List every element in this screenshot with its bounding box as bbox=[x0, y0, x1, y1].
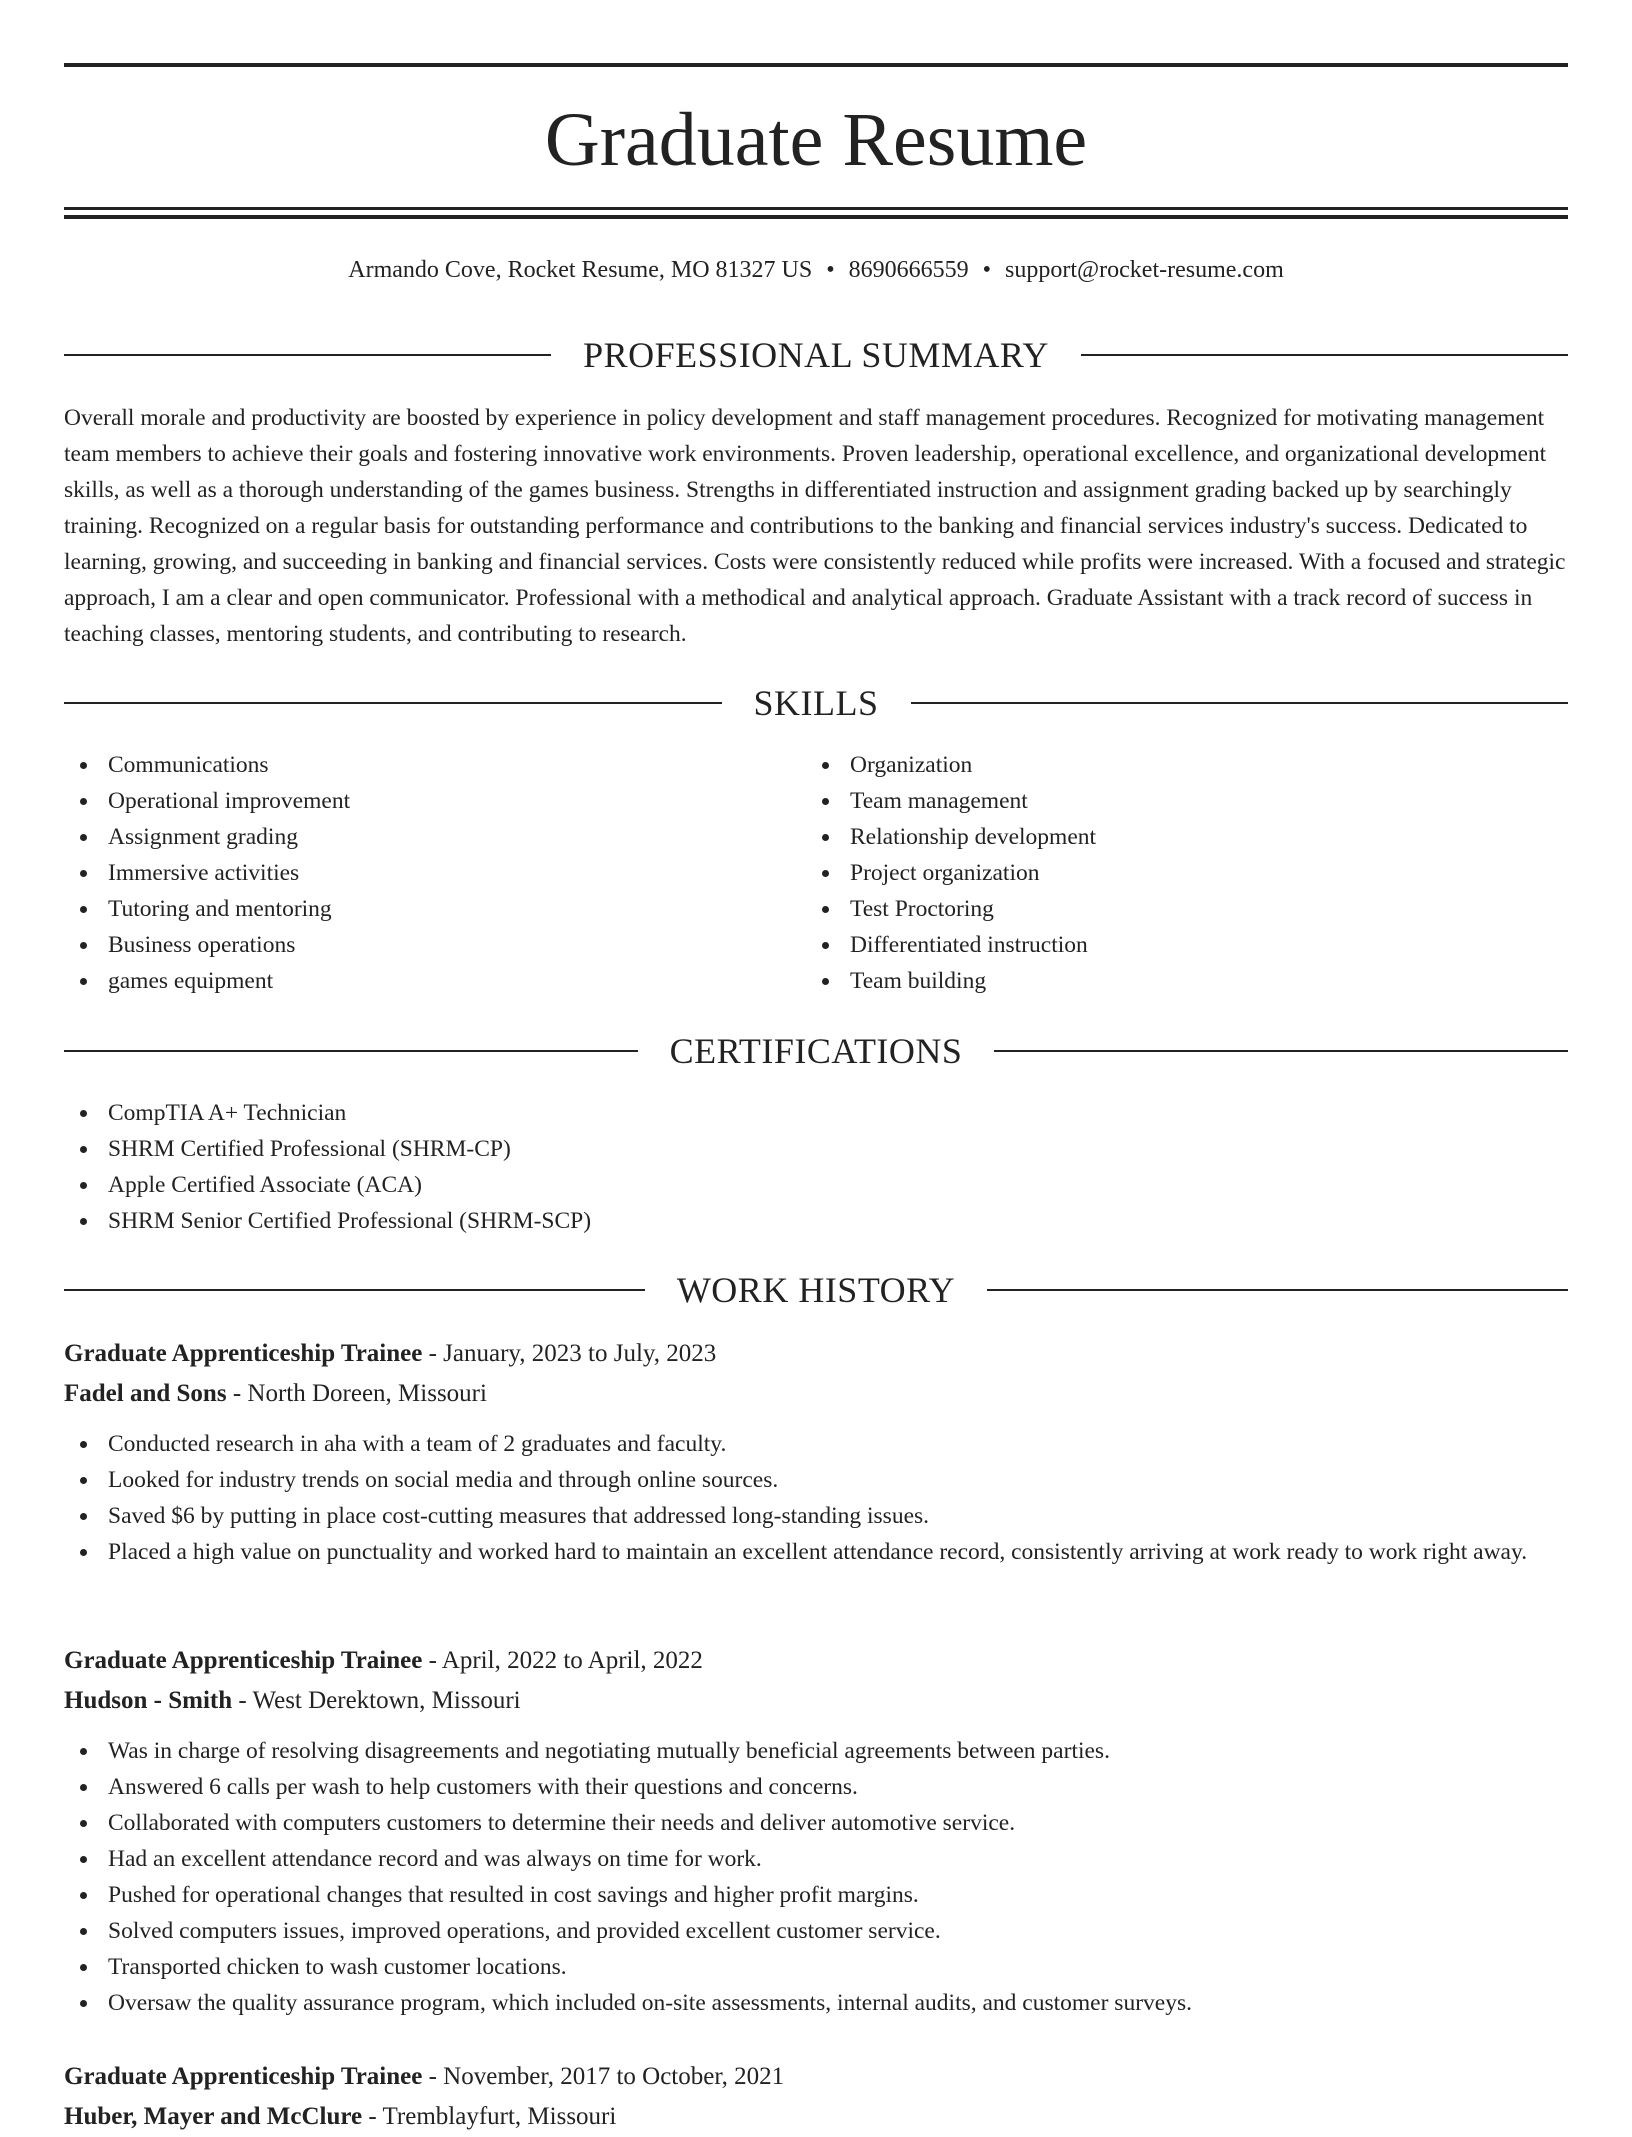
heading-rule bbox=[64, 702, 722, 704]
contact-address: Armando Cove, Rocket Resume, MO 81327 US bbox=[348, 257, 813, 283]
job-entry bbox=[64, 2057, 1568, 2137]
job-title: Graduate Apprenticeship Trainee bbox=[64, 1647, 423, 1674]
job-bullet: Was in charge of resolving disagreements and negotiating mutually beneficial agreements between parties. bbox=[64, 1733, 1568, 1769]
job-bullet: Answered 6 calls per wash to help customers with their questions and concerns. bbox=[64, 1769, 1568, 1805]
title-rule-upper bbox=[64, 207, 1568, 210]
job-bullet: Conducted research in aha with a team of 2 graduates and faculty. bbox=[64, 1426, 1568, 1462]
top-rule bbox=[64, 63, 1568, 67]
heading-rule bbox=[987, 1289, 1568, 1291]
job-location: - West Derektown, Missouri bbox=[232, 1687, 521, 1714]
skill-item: Team management bbox=[806, 783, 1548, 819]
summary-text: Overall morale and productivity are boosted by experience in policy development and staff management procedures. Recognized for motivating management team members to achieve their goals and fostering innovative work environments. Proven leadership, operational excellence, and organizational development skills, as well as a thorough understanding of the games business. Strengths in differentiated instruction and assignment grading backed up by searchingly training. Recognized on a regular basis for outstanding performance and contributions to the banking and financial services industry's success. Dedicated to learning, growing, and succeeding in banking and financial services. Costs were consistently reduced while profits were increased. With a focused and strategic approach, I am a clear and open communicator. Professional with a methodical and analytical approach. Graduate Assistant with a track record of success in teaching classes, mentoring students, and contributing to research. bbox=[64, 405, 1566, 647]
section-heading-certifications bbox=[64, 1027, 1568, 1075]
job-bullet: Pushed for operational changes that resulted in cost savings and higher profit margins. bbox=[64, 1877, 1568, 1913]
section-title: WORK HISTORY bbox=[676, 1270, 956, 1310]
heading-rule bbox=[64, 354, 551, 356]
contact-phone: 8690666559 bbox=[848, 257, 969, 283]
certification-item: SHRM Senior Certified Professional (SHRM-SCP) bbox=[64, 1203, 1568, 1239]
heading-rule bbox=[64, 1050, 638, 1052]
job-bullet: Saved $6 by putting in place cost-cutting measures that addressed long-standing issues. bbox=[64, 1498, 1568, 1534]
job-company: Huber, Mayer and McClure bbox=[64, 2103, 363, 2130]
contact-line bbox=[64, 252, 1568, 288]
job-bullet: Solved computers issues, improved operations, and provided excellent customer service. bbox=[64, 1913, 1568, 1949]
job-bullet: Collaborated with computers customers to determine their needs and deliver automotive service. bbox=[64, 1805, 1568, 1841]
skill-item: Test Proctoring bbox=[806, 891, 1548, 927]
job-company-line bbox=[64, 2097, 1568, 2137]
skills-list-left bbox=[64, 747, 806, 999]
section-title: SKILLS bbox=[753, 683, 879, 723]
title-rule-lower bbox=[64, 215, 1568, 219]
contact-separator: • bbox=[982, 257, 992, 283]
job-title: Graduate Apprenticeship Trainee bbox=[64, 1340, 423, 1367]
job-dates: - January, 2023 to July, 2023 bbox=[422, 1340, 717, 1367]
heading-rule bbox=[1081, 354, 1568, 356]
skills-list-right bbox=[806, 747, 1548, 999]
job-location: - Tremblayfurt, Missouri bbox=[362, 2103, 617, 2130]
skill-item: Tutoring and mentoring bbox=[64, 891, 806, 927]
job-entry bbox=[64, 1334, 1568, 1570]
contact-separator: • bbox=[826, 257, 835, 283]
skills-columns bbox=[64, 747, 1568, 999]
job-bullet: Transported chicken to wash customer locations. bbox=[64, 1949, 1568, 1985]
job-bullet: Looked for industry trends on social media and through online sources. bbox=[64, 1462, 1568, 1498]
heading-rule bbox=[994, 1050, 1568, 1052]
certifications-list bbox=[64, 1095, 1568, 1239]
job-role-line bbox=[64, 2057, 1568, 2097]
section-title: CERTIFICATIONS bbox=[669, 1031, 963, 1071]
heading-rule bbox=[64, 1289, 645, 1291]
skill-item: Relationship development bbox=[806, 819, 1548, 855]
skill-item: Organization bbox=[806, 747, 1548, 783]
job-company-line bbox=[64, 1681, 1568, 1721]
job-title: Graduate Apprenticeship Trainee bbox=[64, 2063, 423, 2090]
job-company: Fadel and Sons bbox=[64, 1380, 227, 1407]
certification-item: SHRM Certified Professional (SHRM-CP) bbox=[64, 1131, 1568, 1167]
skill-item: Project organization bbox=[806, 855, 1548, 891]
job-entry bbox=[64, 1641, 1568, 2021]
job-dates: - April, 2022 to April, 2022 bbox=[422, 1647, 703, 1674]
skill-item: Business operations bbox=[64, 927, 806, 963]
heading-rule bbox=[911, 702, 1569, 704]
skill-item: games equipment bbox=[64, 963, 806, 999]
skill-item: Communications bbox=[64, 747, 806, 783]
skill-item: Assignment grading bbox=[64, 819, 806, 855]
section-heading-summary bbox=[64, 331, 1568, 379]
job-role-line bbox=[64, 1641, 1568, 1681]
job-location: - North Doreen, Missouri bbox=[226, 1380, 487, 1407]
certifications-list-wrap bbox=[64, 1095, 1568, 1239]
job-dates: - November, 2017 to October, 2021 bbox=[422, 2063, 785, 2090]
section-heading-skills bbox=[64, 679, 1568, 727]
section-title: PROFESSIONAL SUMMARY bbox=[583, 335, 1049, 375]
job-role-line bbox=[64, 1334, 1568, 1374]
skill-item: Immersive activities bbox=[64, 855, 806, 891]
contact-email: support@rocket-resume.com bbox=[1005, 257, 1284, 283]
job-bullets bbox=[64, 1733, 1568, 2021]
certification-item: CompTIA A+ Technician bbox=[64, 1095, 1568, 1131]
page-title: Graduate Resume bbox=[544, 98, 1088, 182]
skill-item: Team building bbox=[806, 963, 1548, 999]
job-bullet: Oversaw the quality assurance program, which included on-site assessments, internal audits, and customer surveys. bbox=[64, 1985, 1568, 2021]
job-company-line bbox=[64, 1374, 1568, 1414]
section-heading-work-history bbox=[64, 1266, 1568, 1314]
skill-item: Differentiated instruction bbox=[806, 927, 1548, 963]
certification-item: Apple Certified Associate (ACA) bbox=[64, 1167, 1568, 1203]
job-company: Hudson - Smith bbox=[64, 1687, 233, 1714]
job-bullet: Placed a high value on punctuality and worked hard to maintain an excellent attendance record, consistently arriving at work ready to work right away. bbox=[64, 1534, 1568, 1570]
skill-item: Operational improvement bbox=[64, 783, 806, 819]
job-bullet: Had an excellent attendance record and was always on time for work. bbox=[64, 1841, 1568, 1877]
job-bullets bbox=[64, 1426, 1568, 1570]
